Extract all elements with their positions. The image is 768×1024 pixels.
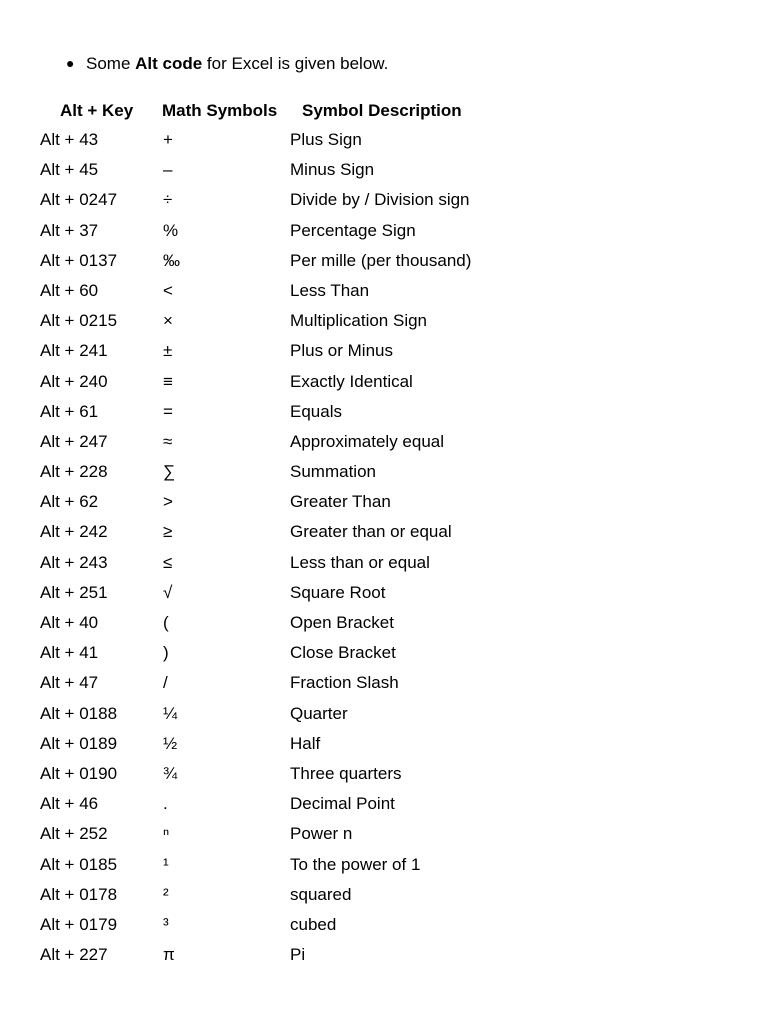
cell-alt-key: Alt + 0179 — [40, 914, 118, 934]
header-alt-key: Alt + Key — [60, 101, 134, 120]
cell-math-symbol: ≤ — [163, 552, 173, 572]
cell-math-symbol: < — [163, 280, 173, 300]
table-row — [40, 186, 520, 216]
table-row — [40, 851, 520, 881]
cell-math-symbol: ( — [163, 613, 169, 632]
cell-alt-key: Alt + 41 — [40, 643, 99, 663]
table-row — [40, 307, 520, 337]
table-body — [40, 126, 520, 971]
cell-alt-key: Alt + 240 — [40, 371, 108, 391]
cell-symbol-description: Percentage Sign — [290, 220, 416, 240]
cell-alt-key: Alt + 45 — [40, 160, 99, 180]
cell-math-symbol: ³ — [163, 914, 169, 934]
table-row — [40, 368, 520, 398]
table-row — [40, 941, 520, 971]
cell-math-symbol: ) — [163, 643, 169, 663]
cell-math-symbol: – — [163, 160, 173, 180]
table-row — [40, 669, 520, 699]
cell-alt-key: Alt + 60 — [40, 280, 99, 300]
intro-bold: Alt code — [135, 54, 203, 73]
cell-math-symbol: ∑ — [163, 462, 176, 482]
table-row — [40, 609, 520, 639]
cell-math-symbol: ± — [163, 341, 173, 361]
table-header — [40, 97, 520, 126]
header-symbol-description: Symbol Description — [302, 101, 462, 120]
cell-math-symbol: ÷ — [163, 190, 173, 210]
bullet-icon: ● — [66, 55, 75, 71]
intro-line — [66, 52, 388, 76]
cell-alt-key: Alt + 0137 — [40, 250, 118, 270]
cell-alt-key: Alt + 0215 — [40, 311, 118, 331]
header-math-symbols: Math Symbols — [162, 101, 278, 120]
intro-suffix: for Excel is given below. — [202, 54, 389, 73]
table-row — [40, 579, 520, 609]
cell-math-symbol: ¾ — [163, 763, 178, 783]
cell-symbol-description: Approximately equal — [290, 431, 445, 451]
cell-symbol-description: Plus Sign — [290, 130, 362, 149]
cell-symbol-description: Half — [290, 733, 321, 753]
cell-alt-key: Alt + 241 — [40, 341, 108, 361]
table-row — [40, 217, 520, 247]
table-row — [40, 760, 520, 790]
cell-alt-key: Alt + 242 — [40, 522, 108, 542]
cell-alt-key: Alt + 0178 — [40, 884, 118, 904]
table-row — [40, 518, 520, 548]
cell-symbol-description: Fraction Slash — [290, 673, 399, 693]
cell-math-symbol: ² — [163, 884, 169, 904]
cell-symbol-description: Less than or equal — [290, 552, 430, 572]
cell-symbol-description: Square Root — [290, 582, 386, 602]
cell-math-symbol: ‰ — [163, 250, 180, 270]
table-row — [40, 277, 520, 307]
cell-symbol-description: Plus or Minus — [290, 341, 393, 361]
cell-math-symbol: ≈ — [163, 431, 173, 451]
cell-symbol-description: Power n — [290, 824, 353, 844]
table-row — [40, 790, 520, 820]
table-row — [40, 247, 520, 277]
cell-alt-key: Alt + 43 — [40, 130, 99, 149]
cell-math-symbol: ≥ — [163, 522, 173, 542]
cell-math-symbol: ≡ — [163, 371, 173, 391]
table-row — [40, 911, 520, 941]
cell-alt-key: Alt + 37 — [40, 220, 99, 240]
cell-math-symbol: % — [163, 220, 179, 240]
cell-alt-key: Alt + 247 — [40, 431, 108, 451]
cell-symbol-description: Greater than or equal — [290, 522, 452, 542]
table-row — [40, 639, 520, 669]
cell-math-symbol: × — [163, 311, 173, 331]
cell-math-symbol: = — [163, 401, 173, 421]
cell-symbol-description: squared — [290, 884, 352, 904]
cell-alt-key: Alt + 46 — [40, 794, 99, 814]
cell-symbol-description: Multiplication Sign — [290, 311, 428, 331]
table-row — [40, 549, 520, 579]
cell-alt-key: Alt + 252 — [40, 824, 108, 844]
table-row — [40, 730, 520, 760]
cell-alt-key: Alt + 0188 — [40, 703, 118, 723]
intro-prefix: Some — [86, 54, 136, 73]
cell-alt-key: Alt + 228 — [40, 462, 108, 482]
cell-math-symbol: ¹ — [163, 854, 169, 874]
cell-symbol-description: Exactly Identical — [290, 371, 413, 391]
table-row — [40, 458, 520, 488]
cell-symbol-description: Equals — [290, 401, 342, 421]
table-row — [40, 700, 520, 730]
table-row — [40, 820, 520, 850]
cell-alt-key: Alt + 61 — [40, 401, 99, 421]
cell-symbol-description: Per mille (per thousand) — [290, 250, 472, 270]
cell-alt-key: Alt + 62 — [40, 492, 99, 512]
cell-symbol-description: Decimal Point — [290, 794, 395, 814]
cell-symbol-description: cubed — [290, 914, 337, 934]
cell-symbol-description: Less Than — [290, 280, 370, 300]
cell-math-symbol: ⁿ — [163, 824, 170, 844]
table-row — [40, 398, 520, 428]
table-row — [40, 488, 520, 518]
cell-alt-key: Alt + 0190 — [40, 763, 118, 783]
cell-symbol-description: Close Bracket — [290, 643, 396, 663]
cell-alt-key: Alt + 40 — [40, 613, 99, 632]
cell-alt-key: Alt + 47 — [40, 673, 99, 693]
cell-alt-key: Alt + 0247 — [40, 190, 118, 210]
cell-math-symbol: . — [163, 794, 168, 814]
cell-math-symbol: ½ — [163, 733, 178, 753]
cell-symbol-description: Pi — [290, 945, 306, 965]
cell-math-symbol: + — [163, 130, 173, 149]
cell-alt-key: Alt + 227 — [40, 945, 108, 965]
cell-symbol-description: Minus Sign — [290, 160, 375, 180]
cell-alt-key: Alt + 251 — [40, 582, 108, 602]
cell-math-symbol: / — [163, 673, 168, 693]
cell-alt-key: Alt + 243 — [40, 552, 108, 572]
cell-math-symbol: π — [163, 945, 175, 965]
table-row — [40, 126, 520, 156]
cell-alt-key: Alt + 0185 — [40, 854, 118, 874]
cell-symbol-description: Quarter — [290, 703, 348, 723]
cell-math-symbol: > — [163, 492, 173, 512]
alt-code-table — [40, 97, 520, 971]
table-row — [40, 337, 520, 367]
table-row — [40, 428, 520, 458]
cell-symbol-description: Summation — [290, 462, 376, 482]
cell-symbol-description: Divide by / Division sign — [290, 190, 470, 210]
cell-alt-key: Alt + 0189 — [40, 733, 118, 753]
cell-symbol-description: Three quarters — [290, 763, 402, 783]
cell-math-symbol: ¼ — [163, 703, 178, 723]
cell-symbol-description: To the power of 1 — [290, 854, 421, 874]
table-row — [40, 156, 520, 186]
cell-symbol-description: Open Bracket — [290, 613, 394, 632]
cell-math-symbol: √ — [163, 582, 173, 602]
table-row — [40, 881, 520, 911]
cell-symbol-description: Greater Than — [290, 492, 391, 512]
